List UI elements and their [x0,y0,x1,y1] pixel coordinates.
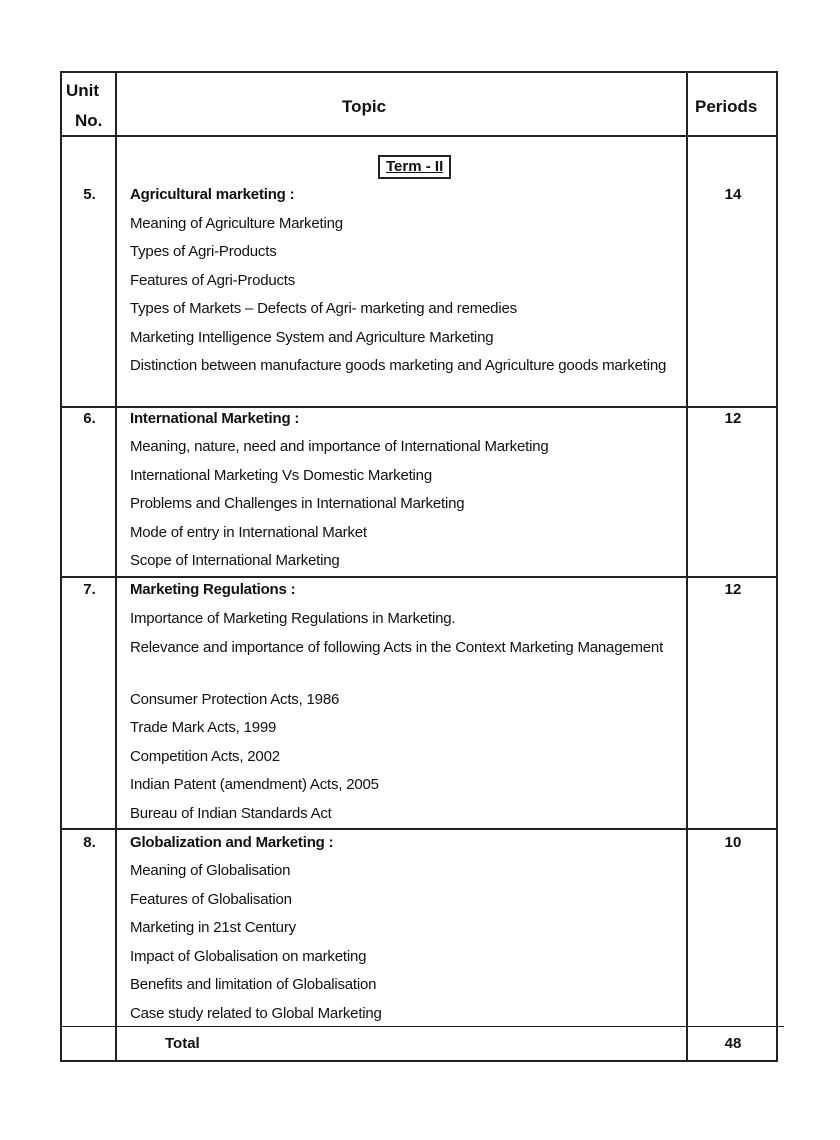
unit-title: Globalization and Marketing : [130,834,334,851]
topic-item: Mode of entry in International Market [130,524,367,541]
topic-item: Bureau of Indian Standards Act [130,805,332,822]
topic-item: Trade Mark Acts, 1999 [130,719,277,736]
topic-item: Problems and Challenges in International Marketing [130,495,465,512]
unit-number: 5. [83,186,96,203]
topic-item: Consumer Protection Acts, 1986 [130,691,340,708]
header-unit-line2: No. [75,111,103,130]
term-label: Term - II [386,158,444,175]
topic-item: Scope of International Marketing [130,552,340,569]
topic-item: Marketing in 21st Century [130,919,296,936]
topic-item: Marketing Intelligence System and Agriculture Marketing [130,329,494,346]
topic-item: Impact of Globalisation on marketing [130,948,367,965]
topic-item: Distinction between manufacture goods marketing and Agriculture goods marketing [130,357,667,374]
unit-number: 8. [83,834,96,851]
row-divider [62,828,776,830]
unit-number: 7. [83,581,96,598]
unit-periods: 12 [724,410,742,427]
topic-item: Indian Patent (amendment) Acts, 2005 [130,776,379,793]
topic-item: Types of Agri-Products [130,243,277,260]
unit-title: Agricultural marketing : [130,186,295,203]
header-periods: Periods [695,97,758,116]
unit-number: 6. [83,410,96,427]
unit-title: Marketing Regulations : [130,581,296,598]
column-divider-unit [115,73,117,1060]
topic-item: Benefits and limitation of Globalisation [130,976,377,993]
topic-item: Meaning of Agriculture Marketing [130,215,343,232]
term-label-box [378,155,451,179]
unit-periods: 14 [724,186,742,203]
topic-item: International Marketing Vs Domestic Marketing [130,467,432,484]
topic-item: Case study related to Global Marketing [130,1005,382,1022]
column-divider-periods [686,73,688,1060]
unit-title: International Marketing : [130,410,300,427]
total-periods: 48 [724,1035,742,1052]
topic-item: Features of Agri-Products [130,272,296,289]
syllabus-table [60,71,778,1062]
header-unit-line1: Unit [66,81,100,100]
topic-item: Meaning, nature, need and importance of International Marketing [130,438,549,455]
topic-item: Relevance and importance of following Acts in the Context Marketing Management [130,639,664,656]
topic-item: Meaning of Globalisation [130,862,291,879]
header-divider [62,135,776,137]
header-topic: Topic [342,97,387,116]
unit-periods: 10 [724,834,742,851]
topic-item: Competition Acts, 2002 [130,748,280,765]
topic-item: Features of Globalisation [130,891,292,908]
unit-periods: 12 [724,581,742,598]
total-label: Total [165,1035,200,1052]
topic-item: Types of Markets – Defects of Agri- marketing and remedies [130,300,517,317]
topic-item: Importance of Marketing Regulations in Marketing. [130,610,456,627]
total-divider [62,1026,784,1027]
